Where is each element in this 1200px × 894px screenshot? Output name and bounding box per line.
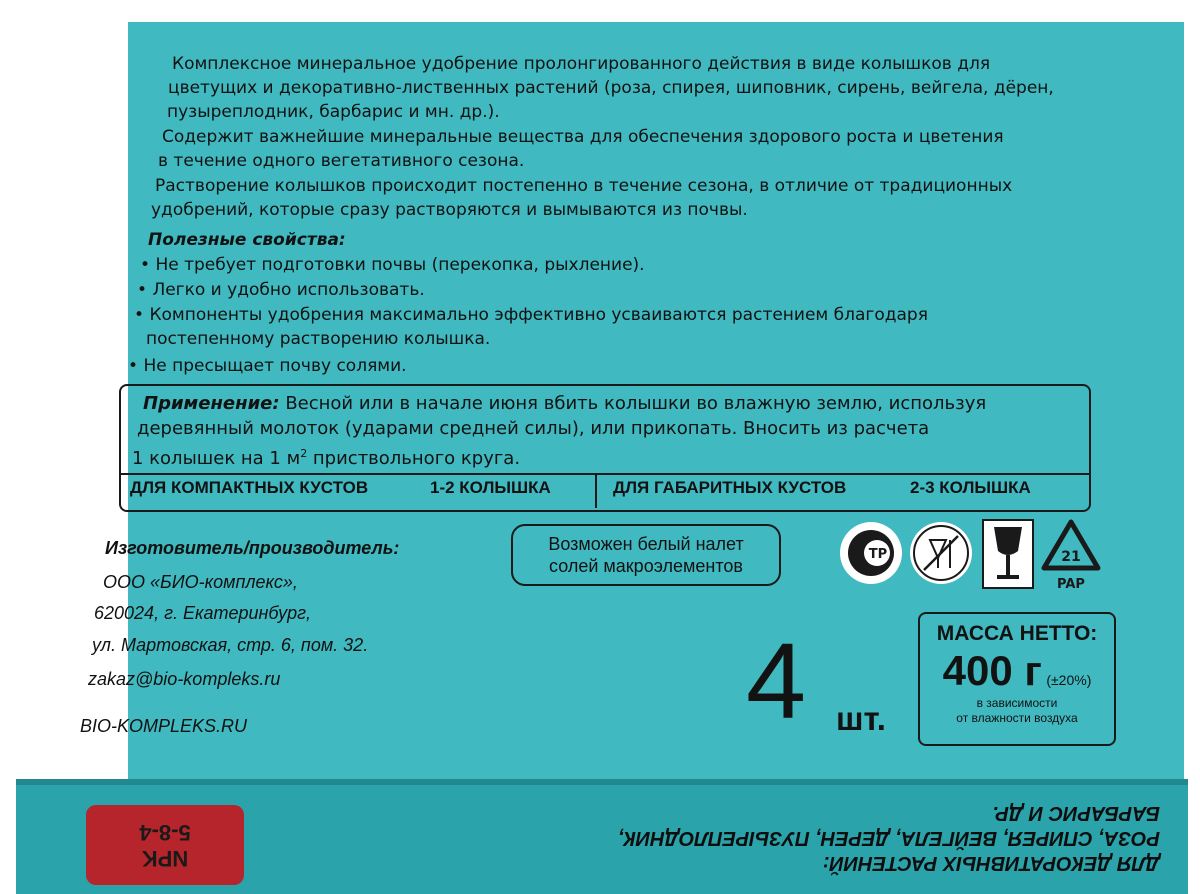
mass-note: от влажности воздуха	[956, 711, 1078, 725]
manufacturer-street: ул. Мартовская, стр. 6, пом. 32.	[92, 635, 369, 655]
front-line: ДЛЯ ДЕКОРАТИВНЫХ РАСТЕНИЙ:	[822, 852, 1160, 874]
mass-tolerance: (±20%)	[1046, 672, 1092, 688]
benefit-item: • Не пресыщает почву солями.	[128, 356, 407, 376]
large-bushes-value: 2-3 КОЛЫШКА	[910, 478, 1031, 497]
manufacturer-email: zakaz@bio-kompleks.ru	[88, 669, 281, 689]
description-line: Комплексное минеральное удобрение пролонгированного действия в виде колышков для	[172, 54, 991, 74]
eac-icon	[838, 520, 904, 590]
recycle-number: 21	[1061, 549, 1081, 565]
manufacturer-name: ООО «БИО-комплекс»,	[103, 572, 298, 592]
mass-note: в зависимости	[976, 696, 1058, 710]
quantity-unit: шт.	[836, 700, 886, 737]
manufacturer-title: Изготовитель/производитель:	[105, 538, 400, 558]
mass-value-row	[920, 648, 1114, 694]
large-bushes-label: ДЛЯ ГАБАРИТНЫХ КУСТОВ	[613, 478, 847, 497]
front-line: РОЗА, СПИРЕЯ, ВЕЙГЕЛА, ДЕРЕН, ПУЗЫРЕПЛОДНИК,	[618, 827, 1160, 849]
application-line: 1 колышек на 1 $м^2$ приствольного круга.	[132, 447, 521, 469]
compact-bushes-value: 1-2 КОЛЫШКА	[430, 478, 551, 497]
recycle-icon	[1040, 518, 1102, 596]
front-line: БАРБАРИС И ДР.	[992, 802, 1160, 824]
quantity-number: 4	[746, 620, 807, 741]
description-line: удобрений, которые сразу растворяются и вымываются из почвы.	[151, 200, 748, 220]
description-line: цветущих и декоративно-лиственных растений (роза, спирея, шиповник, сирень, вейгела, дёрен,	[168, 78, 1054, 98]
benefits-title: Полезные свойства:	[148, 230, 346, 250]
notice-line: Возможен белый налет	[548, 534, 744, 554]
benefit-item: • Не требует подготовки почвы (перекопка, рыхление).	[140, 255, 645, 275]
benefit-item: • Компоненты удобрения максимально эффективно усваиваются растением благодаря	[134, 305, 928, 325]
application-line: Применение: Весной или в начале июня вбить колышки во влажную землю, используя	[143, 393, 987, 414]
notice-line: солей макроэлементов	[549, 556, 743, 576]
svg-text:ТР: ТР	[868, 547, 888, 562]
npk-label: NPK	[141, 846, 189, 871]
manufacturer-city: 620024, г. Екатеринбург,	[94, 603, 312, 623]
description-line: Растворение колышков происходит постепенно в течение сезона, в отличие от традиционных	[155, 176, 1013, 196]
net-mass-box	[918, 612, 1116, 746]
application-vdivider	[595, 474, 597, 508]
salt-notice	[511, 524, 781, 586]
benefit-item: • Легко и удобно использовать.	[137, 280, 425, 300]
benefit-item: постепенному растворению колышка.	[146, 329, 491, 349]
mass-value: 400 г	[942, 647, 1042, 694]
manufacturer-site: BIO-KOMPLEKS.RU	[80, 716, 248, 736]
mass-title: МАССА НЕТТО:	[936, 622, 1098, 645]
application-line: деревянный молоток (ударами средней силы), или прикопать. Вносить из расчета	[137, 418, 930, 439]
npk-value: 5-8-4	[139, 820, 191, 845]
recycle-code: PAP	[1057, 577, 1085, 592]
fragile-glass-icon	[982, 519, 1034, 593]
compact-bushes-label: ДЛЯ КОМПАКТНЫХ КУСТОВ	[130, 478, 369, 497]
not-for-food-icon	[908, 520, 974, 590]
description-line: Содержит важнейшие минеральные вещества для обеспечения здорового роста и цветения	[162, 127, 1004, 147]
application-divider	[119, 473, 1089, 475]
application-label: Применение:	[143, 393, 280, 414]
description-line: в течение одного вегетативного сезона.	[158, 151, 525, 171]
description-line: пузыреплодник, барбарис и мн. др.).	[167, 102, 500, 122]
npk-badge	[86, 805, 244, 885]
front-plants-text	[560, 800, 1160, 875]
